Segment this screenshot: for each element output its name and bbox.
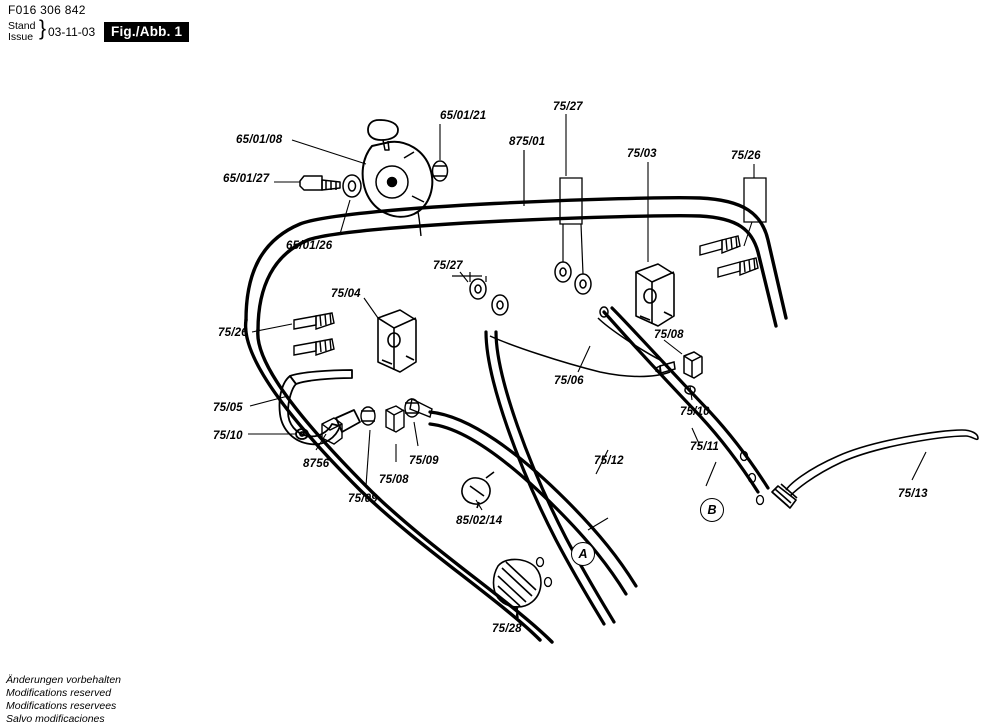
callout-75-27-mid: 75/27 (433, 260, 463, 272)
callout-75-10-right: 75/10 (680, 406, 710, 418)
callout-85-02-14: 85/02/14 (456, 515, 503, 527)
callout-65-01-21: 65/01/21 (440, 110, 487, 122)
callout-75-06: 75/06 (554, 375, 584, 387)
callout-75-08-left: 75/08 (379, 474, 409, 486)
callout-75-10-left: 75/10 (213, 430, 243, 442)
callout-65-01-08: 65/01/08 (236, 134, 283, 146)
callout-65-01-26: 65/01/26 (286, 240, 333, 252)
callout-75-09-lower: 75/09 (348, 493, 378, 505)
callout-75-04: 75/04 (331, 288, 361, 300)
callout-75-27-top: 75/27 (553, 101, 583, 113)
callout-75-13: 75/13 (898, 488, 928, 500)
callout-75-03: 75/03 (627, 148, 657, 160)
callout-75-11: 75/11 (690, 441, 719, 453)
callout-75-08-right: 75/08 (654, 329, 684, 341)
marker-b: B (700, 498, 724, 522)
callout-65-01-27: 65/01/27 (223, 173, 270, 185)
part-number: F016 306 842 (8, 3, 86, 17)
footer-line-en: Modifications reserved (6, 687, 112, 699)
callout-75-26-right: 75/26 (731, 150, 761, 162)
footer-line-de: Änderungen vorbehalten (6, 674, 122, 686)
callout-75-12: 75/12 (594, 455, 624, 467)
marker-a: A (571, 542, 595, 566)
footer-line-es: Salvo modificaciones (6, 713, 105, 725)
issue-date: 03-11-03 (48, 25, 96, 39)
callout-8756: 8756 (303, 458, 330, 470)
callout-75-05: 75/05 (213, 402, 243, 414)
brace-glyph: } (39, 17, 47, 40)
callout-75-28: 75/28 (492, 623, 522, 635)
callout-75-09-upper: 75/09 (409, 455, 439, 467)
stand-label: Stand (8, 20, 36, 32)
issue-label: Issue (8, 31, 34, 43)
callout-875-01: 875/01 (509, 136, 546, 148)
footer-line-fr: Modifications reservees (6, 700, 117, 712)
callout-75-26-left: 75/26 (218, 327, 248, 339)
figure-badge: Fig./Abb. 1 (104, 22, 189, 42)
